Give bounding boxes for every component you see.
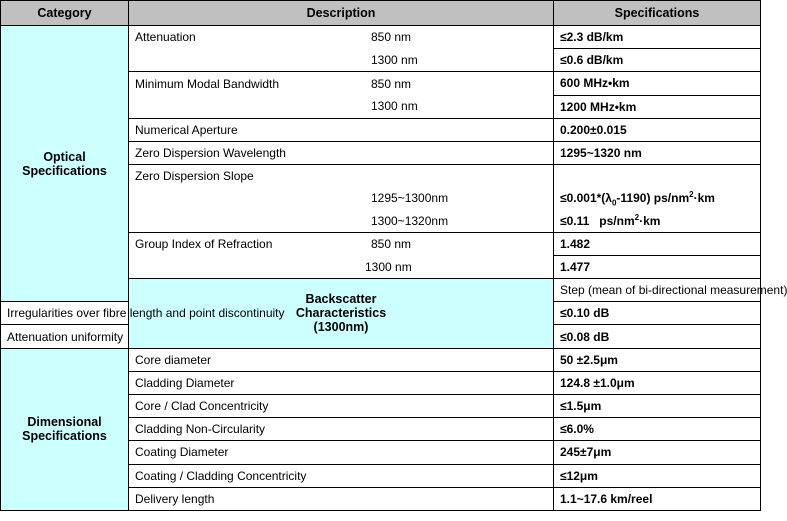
range-label: 1295~1300nm <box>371 191 449 206</box>
row-label: Core diameter <box>135 352 212 367</box>
spec-value: ≤0.08 dB <box>554 325 761 348</box>
spec-value: 600 MHz•km <box>554 72 761 95</box>
row-label: Zero Dispersion Slope <box>135 169 254 184</box>
description-cell <box>129 210 554 233</box>
spec-value: ≤0.10 dB <box>554 302 761 325</box>
description-cell <box>129 395 554 418</box>
description-cell <box>129 165 554 188</box>
row-label: Step (mean of bi-directional measurement) <box>560 283 787 298</box>
description-cell <box>1 302 285 325</box>
wavelength-label: 850 nm <box>371 76 412 91</box>
row-label: Irregularities over fibre length and point discontinuity <box>7 306 285 321</box>
spec-value: 50 ±2.5μm <box>554 348 761 371</box>
spec-value: ≤2.3 dB/km <box>554 26 761 49</box>
row-label: Cladding Diameter <box>135 375 235 390</box>
wavelength-label: 1300 nm <box>365 259 412 274</box>
description-cell <box>129 232 554 255</box>
spec-value <box>554 165 761 188</box>
spec-value: ≤0.11 $ps/nm^2\cdot km$ <box>554 210 761 233</box>
wavelength-label: 850 nm <box>371 237 412 252</box>
category-header: Category <box>1 1 129 26</box>
spec-value: 1.477 <box>554 255 761 278</box>
category-label: Specifications <box>22 163 107 178</box>
description-cell <box>129 464 554 487</box>
spec-value: $\le 0.001*(\lambda_0-1190)$ $ps/nm^2\cdot km$ <box>554 187 761 209</box>
spec-value: 1.482 <box>554 232 761 255</box>
range-label: 1300~1320nm <box>371 213 449 228</box>
description-cell <box>129 141 554 164</box>
table-row <box>1 348 761 371</box>
spec-value: 1.1~17.6 km/reel <box>554 487 761 510</box>
spec-value: 1295~1320 nm <box>554 141 761 164</box>
description-cell <box>129 118 554 141</box>
description-cell <box>129 441 554 464</box>
description-cell <box>129 255 554 278</box>
row-label: Numerical Aperture <box>135 122 238 137</box>
wavelength-label: 850 nm <box>371 30 412 45</box>
category-label: Optical <box>43 149 86 164</box>
row-label: Cladding Non-Circularity <box>135 422 266 437</box>
description-cell <box>554 279 787 302</box>
description-cell <box>129 26 554 49</box>
wavelength-label: 1300 nm <box>371 99 418 114</box>
header-row <box>1 1 761 26</box>
spec-value: 1200 MHz•km <box>554 95 761 118</box>
row-label: Group Index of Refraction <box>135 237 273 252</box>
spec-value: 124.8 ±1.0μm <box>554 371 761 394</box>
category-dimensional: Dimensional Specifications <box>1 348 129 510</box>
description-cell <box>1 325 129 348</box>
table-row <box>1 26 761 49</box>
row-label: Zero Dispersion Wavelength <box>135 146 286 161</box>
category-optical <box>1 26 129 302</box>
spec-value: ≤6.0% <box>554 418 761 441</box>
row-label: Coating Diameter <box>135 445 229 460</box>
spec-value: ≤1.5μm <box>554 395 761 418</box>
spec-value: ≤0.6 dB/km <box>554 49 761 72</box>
description-cell <box>129 95 554 118</box>
description-cell <box>129 348 554 371</box>
description-cell <box>129 371 554 394</box>
spec-value: 245±7μm <box>554 441 761 464</box>
row-label: Core / Clad Concentricity <box>135 399 269 414</box>
row-label: Delivery length <box>135 491 215 506</box>
description-cell <box>129 72 554 95</box>
spec-value: 0.200±0.015 <box>554 118 761 141</box>
spec-value: ≤12μm <box>554 464 761 487</box>
description-header: Description <box>129 1 554 26</box>
row-label: Attenuation uniformity <box>7 329 124 344</box>
row-label: Coating / Cladding Concentricity <box>135 468 307 483</box>
description-cell <box>129 187 554 209</box>
wavelength-label: 1300 nm <box>371 53 418 68</box>
row-label: Minimum Modal Bandwidth <box>135 76 280 91</box>
description-cell <box>129 487 554 510</box>
description-cell <box>129 49 554 72</box>
description-cell <box>129 418 554 441</box>
specifications-header: Specifications <box>554 1 761 26</box>
row-label: Attenuation <box>135 30 196 45</box>
category-backscatter: Backscatter Characteristics (1300nm) <box>129 279 554 349</box>
